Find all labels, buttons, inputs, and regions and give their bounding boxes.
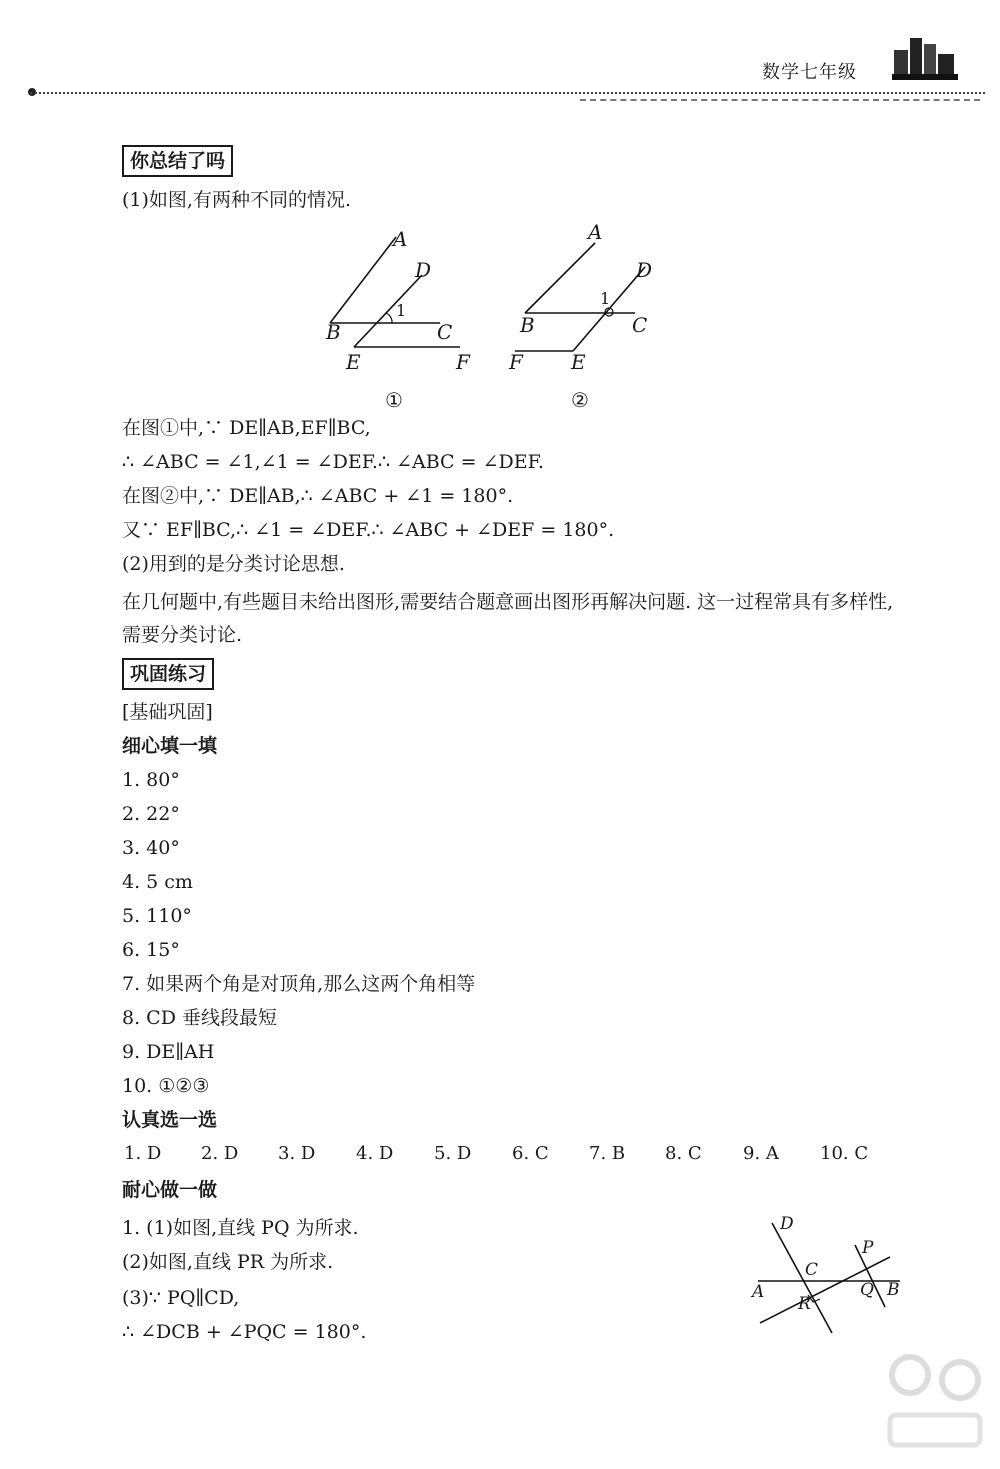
fill-item-7: 7. 如果两个角是对顶角,那么这两个角相等: [122, 973, 476, 995]
fig3-label-B: B: [887, 1280, 900, 1300]
practice-heading: 巩固练习: [122, 658, 214, 690]
choice-answer-8: 8. C: [665, 1143, 702, 1164]
choose-title: 认真选一选: [122, 1109, 218, 1131]
figure-1-caption: ①: [385, 388, 403, 412]
fig2-label-D: D: [636, 258, 653, 282]
fig3-label-P: P: [862, 1238, 874, 1258]
header-dashed-rule: [580, 99, 980, 101]
fig1-label-D: D: [415, 258, 432, 282]
watermark-stamp-icon: [880, 1345, 990, 1455]
fill-item-5: 5. 110°: [122, 905, 192, 927]
work-line-2: (2)如图,直线 PR 为所求.: [122, 1251, 334, 1273]
work-title: 耐心做一做: [122, 1179, 218, 1201]
choice-answer-10: 10. C: [820, 1143, 869, 1164]
work-line-1: 1. (1)如图,直线 PQ 为所求.: [122, 1217, 359, 1239]
work-line-3: (3)∵ PQ∥CD,: [122, 1287, 240, 1309]
fill-item-4: 4. 5 cm: [122, 871, 193, 893]
figure-2-caption: ②: [571, 388, 589, 412]
summary-line-3: ∴ ∠ABC = ∠1,∠1 = ∠DEF.∴ ∠ABC = ∠DEF.: [122, 451, 544, 473]
fig1-label-B: B: [326, 320, 341, 344]
fig2-label-C: C: [632, 313, 648, 337]
summary-line-2: 在图①中,∵ DE∥AB,EF∥BC,: [122, 417, 371, 439]
figure-2-diagram: [505, 225, 685, 375]
summary-line-1: (1)如图,有两种不同的情况.: [122, 189, 351, 211]
practice-subheading: [基础巩固]: [122, 701, 213, 723]
work-line-4: ∴ ∠DCB + ∠PQC = 180°.: [122, 1321, 367, 1343]
choice-answer-7: 7. B: [589, 1143, 626, 1164]
fig2-label-F: F: [509, 350, 523, 374]
choice-answer-2: 2. D: [201, 1143, 239, 1164]
fig1-label-E: E: [346, 350, 361, 374]
choice-answer-6: 6. C: [512, 1143, 549, 1164]
fig1-label-C: C: [437, 320, 453, 344]
fig3-label-Q: Q: [860, 1280, 874, 1300]
choice-answer-1: 1. D: [124, 1143, 162, 1164]
header-dotted-rule: [30, 92, 985, 94]
fig2-label-B: B: [520, 313, 535, 337]
fig3-label-D: D: [780, 1214, 794, 1234]
page-header-title: 数学七年级: [762, 62, 857, 83]
fig2-label-E: E: [571, 350, 586, 374]
book-stack-logo-icon: [892, 30, 962, 82]
fig2-label-A: A: [588, 220, 603, 244]
summary-line-5: 又∵ EF∥BC,∴ ∠1 = ∠DEF.∴ ∠ABC + ∠DEF = 180°.: [122, 519, 615, 541]
fill-item-6: 6. 15°: [122, 939, 180, 961]
choice-answer-3: 3. D: [278, 1143, 316, 1164]
choice-answer-9: 9. A: [743, 1143, 779, 1164]
fill-item-1: 1. 80°: [122, 769, 180, 791]
fill-item-2: 2. 22°: [122, 803, 180, 825]
summary-line-4: 在图②中,∵ DE∥AB,∴ ∠ABC + ∠1 = 180°.: [122, 485, 514, 507]
choice-answer-4: 4. D: [356, 1143, 394, 1164]
fill-item-9: 9. DE∥AH: [122, 1041, 215, 1063]
summary-paragraph: 在几何题中,有些题目未给出图形,需要结合题意画出图形再解决问题. 这一过程常具有多样性,需要分类讨论.: [122, 591, 894, 646]
fill-title: 细心填一填: [122, 735, 218, 757]
fig1-label-F: F: [456, 350, 470, 374]
fig3-label-A: A: [752, 1282, 765, 1302]
fig1-label-A: A: [393, 227, 408, 251]
choice-answer-5: 5. D: [434, 1143, 472, 1164]
summary-heading: 你总结了吗: [122, 145, 233, 177]
figure-3-diagram: [750, 1215, 910, 1345]
summary-line-6: (2)用到的是分类讨论思想.: [122, 553, 345, 575]
fig1-label-1: 1: [396, 301, 407, 320]
fill-item-8: 8. CD 垂线段最短: [122, 1007, 277, 1029]
fig3-label-R: R: [798, 1294, 811, 1314]
fill-item-3: 3. 40°: [122, 837, 180, 859]
fig3-label-C: C: [805, 1260, 819, 1280]
fill-item-10: 10. ①②③: [122, 1075, 210, 1097]
fig2-label-1: 1: [600, 289, 611, 308]
